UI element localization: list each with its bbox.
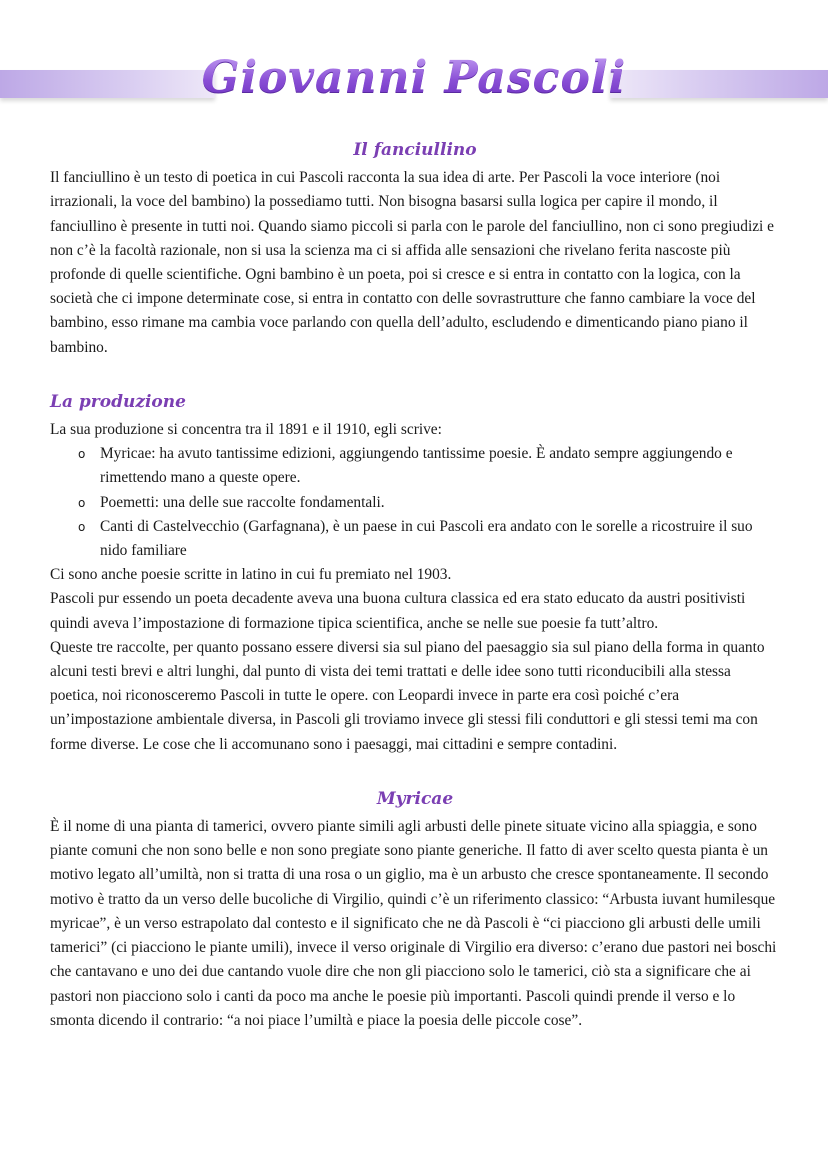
document-body xyxy=(50,138,780,1033)
paragraph-raccolte: Queste tre raccolte, per quanto possano essere diversi sia sul piano del paesaggio sia sul piano della forma in quanto alcuni testi brevi e altri lunghi, dal punto di vista dei temi trattati e delle idee sono tutti riconducibili alla stessa poetica, noi riconosceremo Pascoli in tutte le opere. con Leopardi invece in parte era così poiché c’era un’impostazione ambientale diversa, in Pascoli gli troviamo invece gli stessi fili conduttori e gli stessi temi ma con forme diverse. Le cose che li accomunano sono i paesaggi, mai cittadini e sempre contadini. xyxy=(50,638,765,753)
paragraph-latino: Ci sono anche poesie scritte in latino in cui fu premiato nel 1903. xyxy=(50,566,452,584)
paragraph-fanciullino: Il fanciullino è un testo di poetica in cui Pascoli racconta la sua idea di arte. Per Pascoli la voce interiore (noi irrazionali, la voce del bambino) la possediamo tutti. Non bisogna basarsi sulla logica per capire il mondo, il fanciullino è presente in tutti noi. Quando siamo piccoli si parla con le parole del fanciullino, non ci sono pregiudizi e non c’è la facoltà razionale, non si usa la scienza ma ci si affida alle sensazioni che rivelano ferita nascoste più profonde di quelle scientifiche. Ogni bambino è un poeta, poi si cresce e si entra in contatto con la logica, con la società che ci impone determinate cose, si entra in contatto con delle sovrastrutture che fanno cambiare la voce del bambino, esso rimane ma cambia voce parlando con quella dell’adulto, escludendo e dimenticando piano piano il bambino. xyxy=(50,169,775,356)
list-item: o Myricae: ha avuto tantissime edizioni, aggiungendo tantissime poesie. È andato sempre aggiungendo e rimettendo mano a queste opere. xyxy=(80,442,780,490)
paragraph-produzione-intro: La sua produzione si concentra tra il 1891 e il 1910, egli scrive: xyxy=(50,421,442,439)
section-heading-produzione: La produzione xyxy=(50,391,186,412)
list-item: o Canti di Castelvecchio (Garfagnana), è un paese in cui Pascoli era andato con le sorelle a ricostruire il suo nido familiare xyxy=(80,515,780,563)
works-list xyxy=(50,442,780,563)
paragraph-cultura: Pascoli pur essendo un poeta decadente aveva una buona cultura classica ed era stato educato da austri positivisti quindi aveva l’impostazione di formazione tipica scientifica, anche se nelle sue poesie fa tutt’altro. xyxy=(50,590,746,632)
section-heading-fanciullino: Il fanciullino xyxy=(353,140,477,160)
list-item: o Poemetti: una delle sue raccolte fondamentali. xyxy=(80,491,780,515)
section-heading-myricae: Myricae xyxy=(376,788,454,809)
page-title: Giovanni Pascoli xyxy=(0,52,828,103)
paragraph-myricae: È il nome di una pianta di tamerici, ovvero piante simili agli arbusti delle pinete situate vicino alla spiaggia, e sono piante comuni che non sono belle e non sono pregiate sono piante generiche. Il fatto di aver scelto questa pianta è un motivo legato all’umiltà, non si tratta di una rosa o un giglio, ma è un arbusto che cresce spontaneamente. Il secondo motivo è tratto da un verso delle bucoliche di Virgilio, quindi c’è un riferimento classico: “Arbusta iuvant humilesque myricae”, è un verso estrapolato dal contesto e il significato che ne dà Pascoli è “ci piacciono gli arbusti delle umili tamerici” (ci piacciono le piante umili), invece il verso originale di Virgilio era diverso: c’erano due pastori nei boschi che cantavano e uno dei due cantando vuole dire che non gli piacciono solo le tamerici, ciò sta a significare che ai pastori non piacciono solo i canti da poco ma anche le poesie più importanti. Pascoli quindi prende il verso e lo smonta dicendo il contrario: “a noi piace l’umiltà e piace la poesia delle piccole cose”. xyxy=(50,818,777,1029)
